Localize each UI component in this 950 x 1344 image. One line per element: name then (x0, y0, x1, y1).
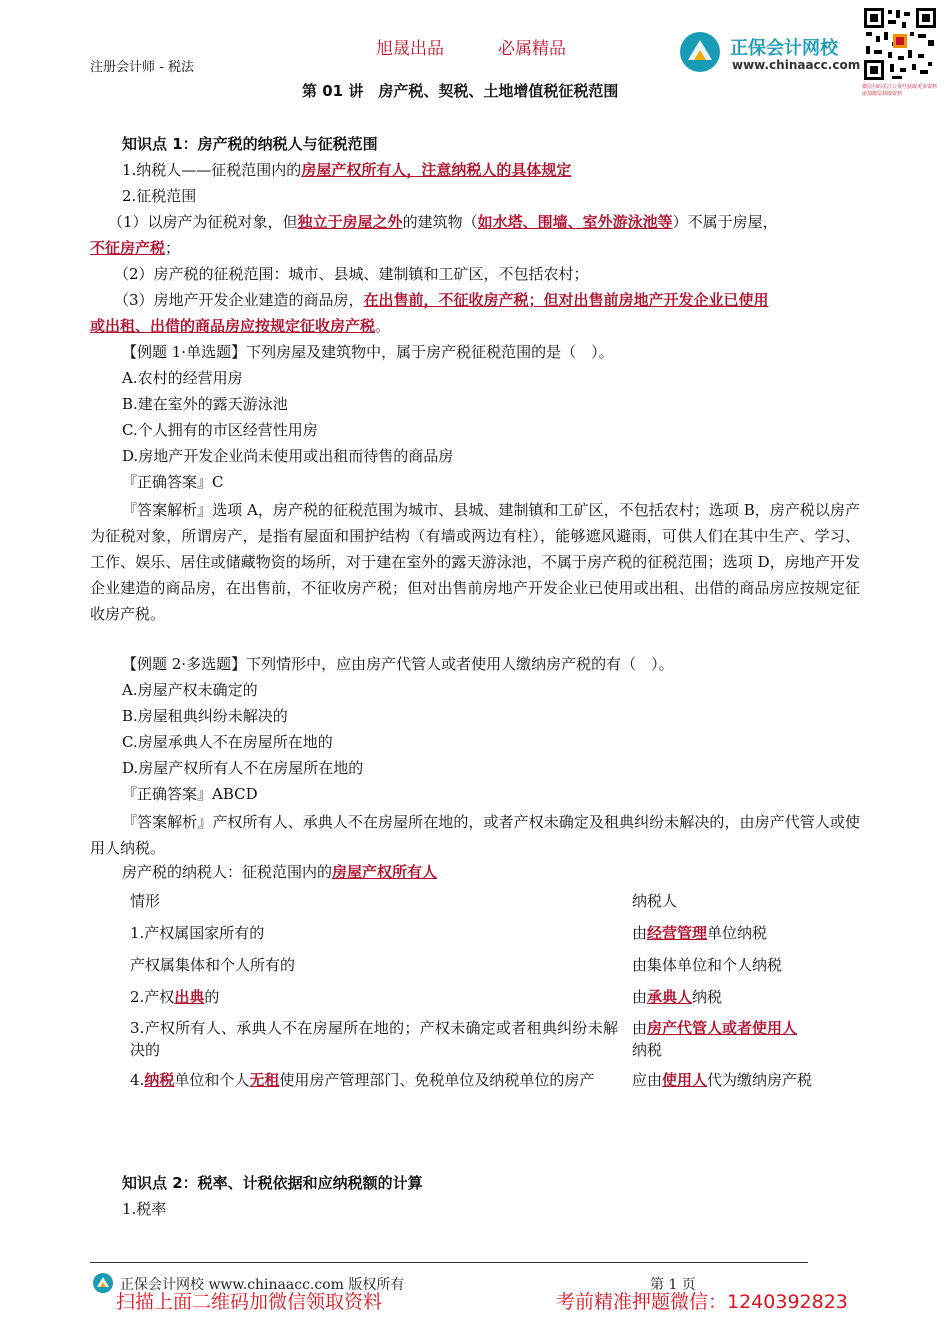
ex1-option-d: D.房地产开发企业尚未使用或出租而待售的商品房 (122, 447, 454, 465)
ex1-option-b: B.建在室外的露天游泳池 (122, 395, 288, 413)
ex2-question: 【例题 2·多选题】下列情形中，应由房产代管人或者使用人缴纳房产税的有（ ）。 (122, 655, 674, 673)
ex1-option-c: C.个人拥有的市区经营性用房 (122, 421, 318, 439)
footer-divider (90, 1262, 808, 1263)
ex1-analysis: 『答案解析』选项 A，房产税的征税范围为城市、县城、建制镇和工矿区，不包括农村；选项 B，房产税以房产为征税对象，所谓房产，是指有屋面和围护结构（有墙或两边有柱），能够遮风避雨，可供人们在其中生产、学习、工作、娱乐、居住或储藏物资的场所，对于建在室外的露天游泳池，不属于房产税的征税范围；选项 D，房地产开发企业建造的商品房，在出售前，不征收房产税；但对出售前房地产开发企业已使用或出租、出借的商品房应按规定征收房产税。 (90, 501, 860, 623)
ex1-answer: 『正确答案』C (122, 473, 224, 491)
lecture-title: 第 01 讲 房产税、契税、土地增值税征税范围 (302, 82, 619, 100)
footer-brand: 正保会计网校 www.chinaacc.com 版权所有 (120, 1277, 405, 1293)
table-row-3-situation: 2.产权出典的 (130, 988, 220, 1006)
logo-name: 正保会计网校 (730, 38, 838, 59)
kp2-heading: 知识点 2：税率、计税依据和应纳税额的计算 (122, 1174, 423, 1192)
kp1-line-7: 或出租、出借的商品房应按规定征收房产税。 (90, 317, 391, 335)
logo-url: www.chinaacc.com (732, 58, 861, 72)
kp1-line-6: （3）房地产开发企业建造的商品房，在出售前，不征收房产税；但对出售前房地产开发企业已使用 (114, 291, 769, 309)
ex2-analysis: 『答案解析』产权所有人、承典人不在房屋所在地的，或者产权未确定及租典纠纷未解决的，由房产代管人或使用人纳税。 (90, 813, 860, 857)
table-row-2-taxpayer: 由集体单位和个人纳税 (632, 956, 783, 974)
table-row-5-situation: 4.纳税单位和个人无租使用房产管理部门、免税单位及纳税单位的房产 (130, 1071, 595, 1089)
ex2-option-b: B.房屋租典纠纷未解决的 (122, 707, 288, 725)
kp1-line-3: （1）以房产为征税对象，但独立于房屋之外的建筑物（如水塔、围墙、室外游泳池等）不属于房屋， (108, 213, 778, 231)
ex1-question: 【例题 1·单选题】下列房屋及建筑物中，属于房产税征税范围的是（ ）。 (122, 343, 614, 361)
kp2-line-1: 1.税率 (122, 1200, 167, 1218)
footer-logo-icon (92, 1272, 114, 1294)
slogan-right: 必属精品 (498, 39, 566, 59)
footer-promo-right: 考前精准押题微信：1240392823 (556, 1291, 848, 1313)
table-row-4-situation: 3.产权所有人、承典人不在房屋所在地的；产权未确定或者租典纠纷未解决的 (130, 1019, 618, 1059)
table-header-situation: 情形 (130, 892, 161, 910)
footer-page-number: 第 1 页 (650, 1277, 696, 1293)
kp1-line-4: 不征房产税； (90, 239, 181, 257)
kp1-line-5: （2）房产税的征税范围：城市、县城、建制镇和工矿区，不包括农村； (114, 265, 589, 283)
taxpayer-line: 房产税的纳税人：征税范围内的房屋产权所有人 (122, 863, 438, 881)
table-row-5-taxpayer: 应由使用人代为缴纳房产税 (632, 1071, 813, 1089)
course-label: 注册会计师 - 税法 (90, 60, 194, 75)
ex2-option-a: A.房屋产权未确定的 (122, 681, 258, 699)
table-header-taxpayer: 纳税人 (632, 892, 678, 910)
ex2-answer: 『正确答案』ABCD (122, 785, 258, 803)
table-row-1-taxpayer: 由经营管理单位纳税 (632, 924, 768, 942)
slogan-left: 旭晟出品 (376, 39, 444, 59)
logo-icon (678, 30, 722, 74)
table-row-1-situation: 1.产权属国家所有的 (130, 924, 265, 942)
table-row-2-situation: 产权属集体和个人所有的 (130, 956, 296, 974)
ex2-option-c: C.房屋承典人不在房屋所在地的 (122, 733, 333, 751)
kp1-line-1: 1.纳税人——征税范围内的房屋产权所有人，注意纳税人的具体规定 (122, 161, 572, 179)
ex2-option-d: D.房屋产权所有人不在房屋所在地的 (122, 759, 364, 777)
ex1-option-a: A.农村的经营用房 (122, 369, 243, 387)
table-row-3-taxpayer: 由承典人纳税 (632, 988, 723, 1006)
table-row-4-taxpayer: 由房产代管人或者使用人 纳税 (632, 1019, 798, 1059)
footer-promo-left: 扫描上面二维码加微信领取资料 (116, 1291, 383, 1313)
qr-code-icon (862, 6, 938, 82)
qr-caption: 微信扫码关注公众号获取更多资料 添加微信领取资料 (862, 84, 938, 97)
kp1-heading: 知识点 1：房产税的纳税人与征税范围 (122, 135, 378, 153)
kp1-line-2: 2.征税范围 (122, 187, 197, 205)
